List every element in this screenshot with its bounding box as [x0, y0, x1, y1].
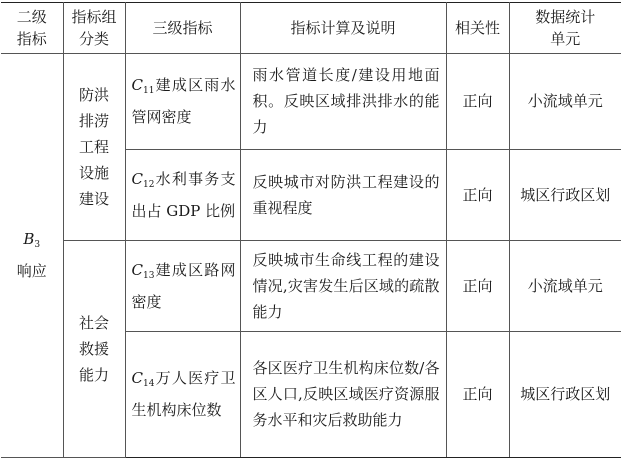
header-unit: 数据统计 单元 — [509, 3, 621, 54]
header-calc: 指标计算及说明 — [240, 3, 446, 54]
correlation-c11: 正向 — [446, 53, 509, 149]
table-row — [1, 53, 621, 149]
header-level3: 三级指标 — [125, 3, 240, 54]
correlation-c13: 正向 — [446, 240, 509, 331]
level2-name: 响应 — [16, 262, 47, 281]
description-c12: 反映城市对防洪工程建设的重视程度 — [240, 149, 446, 240]
level2-code: $B_3$ — [23, 230, 41, 251]
correlation-c14: 正向 — [446, 331, 509, 457]
indicator-c11: $C_{11}$建成区雨水管网密度 — [125, 53, 240, 149]
correlation-c12: 正向 — [446, 149, 509, 240]
unit-c11: 小流域单元 — [509, 53, 621, 149]
header-group: 指标组 分类 — [63, 3, 125, 54]
description-c11: 雨水管道长度/建设用地面积。反映区域排洪排水的能力 — [240, 53, 446, 149]
indicator-c12: $C_{12}$水利事务支出占 GDP 比例 — [125, 149, 240, 240]
unit-c13: 小流域单元 — [509, 240, 621, 331]
indicator-c13: $C_{13}$建成区路网密度 — [125, 240, 240, 331]
header-row — [1, 3, 621, 54]
level2-cell — [1, 53, 63, 457]
group-cell-rescue: 社会 救援 能力 — [63, 240, 125, 457]
header-correlation: 相关性 — [446, 3, 509, 54]
group-cell-flood: 防洪 排涝 工程 设施 建设 — [63, 53, 125, 240]
table-row — [1, 240, 621, 331]
indicator-c14: $C_{14}$万人医疗卫生机构床位数 — [125, 331, 240, 457]
unit-c14: 城区行政区划 — [509, 331, 621, 457]
unit-c12: 城区行政区划 — [509, 149, 621, 240]
description-c14: 各区医疗卫生机构床位数/各区人口,反映区域医疗资源服务水平和灾后救助能力 — [240, 331, 446, 457]
description-c13: 反映城市生命线工程的建设情况,灾害发生后区域的疏散能力 — [240, 240, 446, 331]
header-level2: 二级 指标 — [1, 3, 63, 54]
indicator-table — [1, 2, 621, 458]
